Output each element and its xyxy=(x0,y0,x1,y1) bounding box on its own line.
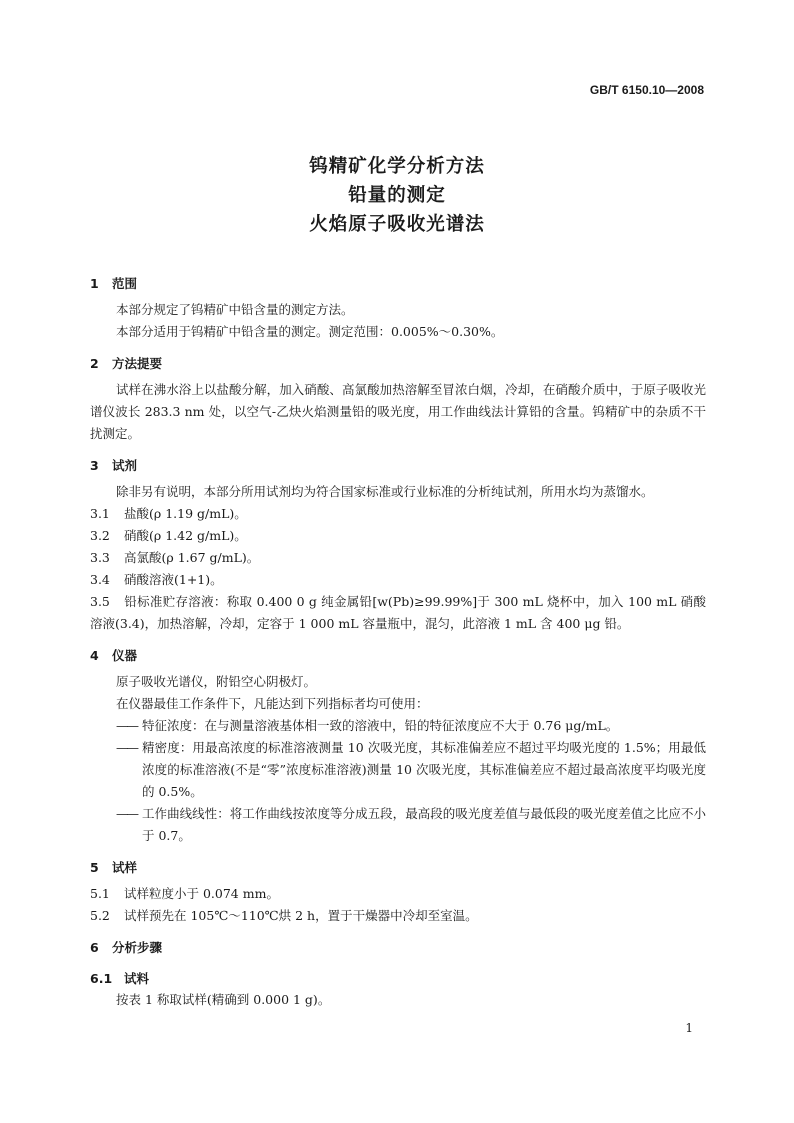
item-number: 3.1 xyxy=(90,506,110,521)
item-number: 3.2 xyxy=(90,528,110,543)
section-title: 试样 xyxy=(112,860,138,875)
section-2-heading xyxy=(90,354,706,374)
section-number: 5 xyxy=(90,860,99,875)
item-number: 5.2 xyxy=(90,908,110,923)
item-text: 精密度：用最高浓度的标准溶液测量 10 次吸光度，其标准偏差应不超过平均吸光度的 1.5%；用最低浓度的标准溶液(不是“零”浓度标准溶液)测量 10 次吸光度，其标准偏差应不超过最高浓度平均吸光度的 0.5%。 xyxy=(142,740,706,799)
item-number: 3.3 xyxy=(90,550,110,565)
standard-code: GB/T 6150.10—2008 xyxy=(589,83,704,97)
section-number: 3 xyxy=(90,458,99,473)
title-line-1: 钨精矿化学分析方法 xyxy=(309,156,485,177)
section-3-heading xyxy=(90,456,706,476)
section-number: 1 xyxy=(90,276,99,291)
item-text: 高氯酸(ρ 1.67 g/mL)。 xyxy=(124,550,260,565)
dash-mark: —— xyxy=(116,806,137,821)
item-text: 铅标准贮存溶液：称取 0.400 0 g 纯金属铅[w(Pb)≥99.99%]于 300 mL 烧杯中，加入 100 mL 硝酸溶液(3.4)，加热溶解，冷却，定容于 1 000 mL 容量瓶中，混匀，此溶液 1 mL 含 400 μg 铅。 xyxy=(90,594,706,631)
section-number: 4 xyxy=(90,648,99,663)
item-text: 试样预先在 105℃～110℃烘 2 h，置于干燥器中冷却至室温。 xyxy=(124,908,478,923)
section-title: 分析步骤 xyxy=(112,940,163,955)
list-item xyxy=(90,525,706,547)
list-item xyxy=(90,503,706,525)
item-text: 盐酸(ρ 1.19 g/mL)。 xyxy=(124,506,247,521)
paragraph: 试样在沸水浴上以盐酸分解，加入硝酸、高氯酸加热溶解至冒浓白烟，冷却，在硝酸介质中，于原子吸收光谱仪波长 283.3 nm 处，以空气-乙炔火焰测量铅的吸光度，用工作曲线法计算铅的含量。钨精矿中的杂质不干扰测定。 xyxy=(90,382,706,441)
section-5-heading xyxy=(90,858,706,878)
item-text: 工作曲线线性：将工作曲线按浓度等分成五段，最高段的吸光度差值与最低段的吸光度差值之比应不小于 0.7。 xyxy=(142,806,706,843)
list-item xyxy=(90,905,706,927)
section-1-heading xyxy=(90,274,706,294)
subsection-number: 6.1 xyxy=(90,971,113,986)
list-item xyxy=(90,591,706,635)
dash-mark: —— xyxy=(116,718,137,733)
list-item xyxy=(90,547,706,569)
item-number: 3.4 xyxy=(90,572,110,587)
paragraph: 在仪器最佳工作条件下，凡能达到下列指标者均可使用： xyxy=(116,696,429,711)
subsection-title: 试料 xyxy=(124,971,150,986)
list-item xyxy=(90,569,706,591)
section-title: 范围 xyxy=(112,276,138,291)
item-text: 硝酸溶液(1+1)。 xyxy=(124,572,223,587)
section-6-heading xyxy=(90,938,706,958)
section-title: 方法提要 xyxy=(112,356,163,371)
section-number: 6 xyxy=(90,940,99,955)
section-title: 试剂 xyxy=(112,458,138,473)
item-text: 试样粒度小于 0.074 mm。 xyxy=(124,886,279,901)
item-number: 3.5 xyxy=(90,594,110,609)
section-4-heading xyxy=(90,646,706,666)
paragraph: 原子吸收光谱仪，附铅空心阴极灯。 xyxy=(116,674,317,689)
section-title: 仪器 xyxy=(112,648,138,663)
dash-mark: —— xyxy=(116,740,137,755)
item-text: 硝酸(ρ 1.42 g/mL)。 xyxy=(124,528,247,543)
dash-list-item xyxy=(90,715,706,737)
paragraph: 本部分规定了钨精矿中铅含量的测定方法。 xyxy=(116,302,354,317)
title-line-3: 火焰原子吸收光谱法 xyxy=(309,214,485,235)
list-item xyxy=(90,883,706,905)
title-line-2: 铅量的测定 xyxy=(348,185,446,206)
paragraph: 本部分适用于钨精矿中铅含量的测定。测定范围：0.005%～0.30%。 xyxy=(116,324,504,339)
dash-list-item xyxy=(90,737,706,803)
document-title xyxy=(0,152,794,239)
paragraph: 除非另有说明，本部分所用试剂均为符合国家标准或行业标准的分析纯试剂，所用水均为蒸馏水。 xyxy=(116,484,654,499)
item-text: 特征浓度：在与测量溶液基体相一致的溶液中，铅的特征浓度应不大于 0.76 μg/mL。 xyxy=(142,718,619,733)
page-number: 1 xyxy=(685,1021,693,1035)
paragraph: 按表 1 称取试样(精确到 0.000 1 g)。 xyxy=(116,992,331,1007)
section-number: 2 xyxy=(90,356,99,371)
item-number: 5.1 xyxy=(90,886,110,901)
dash-list-item xyxy=(90,803,706,847)
document-body xyxy=(90,274,706,1011)
subsection-6-1-heading xyxy=(90,969,706,989)
